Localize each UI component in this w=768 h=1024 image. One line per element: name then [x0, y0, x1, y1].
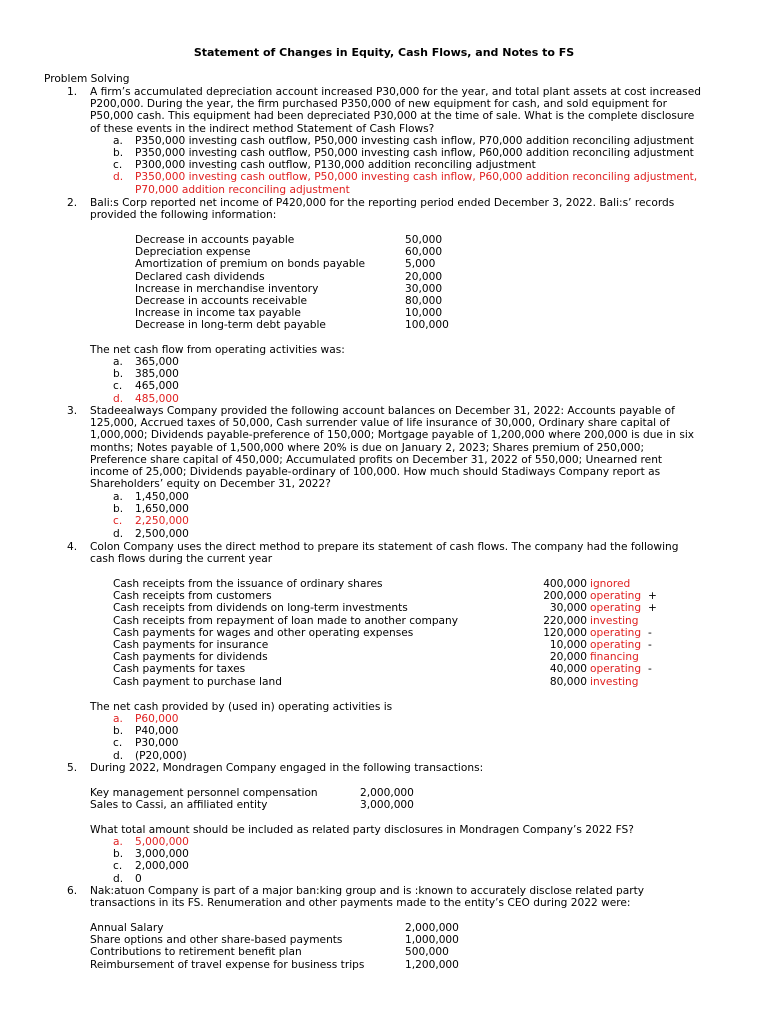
choice-letter: b. [113, 725, 124, 738]
item-value: 30,000 [405, 282, 443, 295]
choice-text: P350,000 investing cash outflow, P50,000 investing cash inflow, P60,000 addition reconciling adjustment [135, 147, 694, 159]
question-text: P200,000. During the year, the firm purchased P350,000 of new equipment for cash, and sold equipment for [90, 98, 667, 111]
item-value: 400,000 [543, 578, 587, 590]
item-label: Cash receipts from the issuance of ordinary shares [113, 578, 383, 590]
question-number: 5. [67, 762, 78, 774]
question-text: A firm’s accumulated depreciation account increased P30,000 for the year, and total plant assets at cost increased [90, 86, 701, 98]
item-value: 30,000 [549, 602, 587, 615]
page-title: Statement of Changes in Equity, Cash Flows, and Notes to FS [193, 46, 575, 59]
question-text: The net cash flow from operating activities was: [90, 344, 345, 356]
item-value: 60,000 [405, 246, 443, 259]
choice-text: P60,000 [135, 713, 179, 725]
question-text: months; Notes payable of 1,500,000 where 20% is due on January 2, 2023; Shares premium of 250,000; [90, 441, 645, 454]
question-text: Nak:atuon Company is part of a major ban:king group and is :known to accurately disclose related party [90, 885, 645, 897]
item-label: Decrease in accounts receivable [135, 295, 308, 307]
choice-letter: a. [113, 491, 123, 503]
item-value: 40,000 [549, 663, 587, 676]
choice-text: 1,450,000 [135, 491, 189, 503]
item-value: 120,000 [543, 626, 587, 639]
choice-letter: a. [113, 836, 123, 848]
item-value: 2,000,000 [360, 787, 414, 799]
item-value: 5,000 [405, 258, 436, 271]
item-value: 500,000 [405, 946, 449, 959]
choice-letter: a. [113, 713, 123, 725]
section-heading: Problem Solving [44, 73, 130, 85]
item-sign: - [648, 663, 652, 676]
item-label: Cash receipts from dividends on long-term investments [113, 602, 408, 615]
choice-text: P350,000 investing cash outflow, P50,000 investing cash inflow, P70,000 addition reconciling adjustment [135, 134, 694, 147]
choice-text: (P20,000) [135, 749, 187, 762]
item-classification: operating [590, 626, 642, 639]
item-value: 20,000 [405, 270, 443, 283]
item-label: Annual Salary [90, 922, 164, 934]
choice-letter: c. [113, 515, 123, 528]
item-value: 80,000 [405, 295, 443, 307]
item-value: 10,000 [549, 639, 587, 651]
item-sign: + [648, 602, 657, 615]
choice-letter: d. [113, 527, 124, 540]
choice-text: P70,000 addition reconciling adjustment [135, 183, 350, 196]
item-label: Reimbursement of travel expense for business trips [90, 958, 365, 971]
item-label: Cash payment to purchase land [113, 675, 282, 688]
item-value: 1,000,000 [405, 934, 459, 947]
item-value: 10,000 [405, 307, 443, 320]
choice-text: P300,000 investing cash outflow, P130,000 addition reconciling adjustment [135, 159, 536, 172]
choice-text: 0 [135, 872, 142, 885]
question-text: of these events in the indirect method Statement of Cash Flows? [90, 122, 435, 135]
item-classification: ignored [590, 578, 631, 590]
question-number: 3. [67, 405, 78, 417]
choice-text: 5,000,000 [135, 836, 189, 848]
item-label: Cash payments for wages and other operating expenses [113, 626, 414, 639]
item-value: 2,000,000 [405, 922, 459, 934]
question-text: provided the following information: [90, 209, 277, 222]
choice-letter: c. [113, 860, 123, 873]
question-text: Colon Company uses the direct method to prepare its statement of cash flows. The company had the following [90, 541, 679, 553]
item-label: Cash receipts from customers [113, 590, 272, 603]
question-text: 1,000,000; Dividends payable-preference of 150,000; Mortgage payable of 1,200,000 where 200,000 is due in six [90, 429, 695, 442]
item-label: Decrease in accounts payable [135, 234, 295, 246]
question-number: 1. [67, 86, 78, 98]
choice-letter: c. [113, 737, 123, 750]
item-label: Cash payments for dividends [113, 651, 268, 664]
item-value: 80,000 [549, 675, 587, 688]
item-sign: + [648, 590, 657, 603]
choice-letter: d. [113, 872, 124, 885]
choice-text: P350,000 investing cash outflow, P50,000 investing cash inflow, P60,000 addition reconciling adjustment, [135, 171, 698, 184]
item-value: 100,000 [405, 319, 449, 332]
item-value: 3,000,000 [360, 799, 414, 812]
item-label: Increase in income tax payable [135, 307, 301, 320]
choice-text: 385,000 [135, 368, 179, 381]
choice-letter: a. [113, 134, 123, 147]
choice-text: 365,000 [135, 356, 179, 368]
item-value: 20,000 [549, 651, 587, 664]
choice-text: 485,000 [135, 392, 179, 405]
choice-letter: c. [113, 380, 123, 393]
choice-text: P40,000 [135, 725, 179, 738]
question-text: Stadeealways Company provided the following account balances on December 31, 2022: Accounts payable of [90, 405, 675, 417]
choice-text: 465,000 [135, 380, 179, 393]
item-value: 1,200,000 [405, 958, 459, 971]
choice-letter: d. [113, 392, 124, 405]
item-label: Declared cash dividends [135, 270, 265, 283]
question-text: P50,000 cash. This equipment had been depreciated P30,000 at the time of sale. What is the complete disclosure [90, 110, 695, 123]
question-number: 4. [67, 541, 78, 553]
item-classification: operating [590, 602, 642, 615]
item-label: Share options and other share-based payments [90, 934, 343, 947]
item-classification: investing [590, 614, 639, 627]
item-label: Cash payments for insurance [113, 639, 269, 651]
question-number: 6. [67, 885, 78, 897]
item-label: Decrease in long-term debt payable [135, 319, 326, 332]
item-label: Increase in merchandise inventory [135, 282, 319, 295]
question-text: What total amount should be included as related party disclosures in Mondragen Company’s 2022 FS? [90, 824, 634, 836]
item-classification: financing [590, 651, 639, 664]
item-label: Cash receipts from repayment of loan made to another company [113, 614, 459, 627]
item-sign: - [648, 639, 652, 651]
choice-letter: a. [113, 356, 123, 368]
question-text: transactions in its FS. Renumeration and other payments made to the entity’s CEO during 2022 were: [90, 897, 631, 910]
choice-text: 2,000,000 [135, 860, 189, 873]
item-value: 50,000 [405, 234, 443, 246]
choice-letter: b. [113, 848, 124, 861]
question-text: 125,000, Accrued taxes of 50,000, Cash surrender value of life insurance of 30,000, Ordinary share capital of [90, 417, 670, 430]
item-label: Cash payments for taxes [113, 663, 246, 676]
item-value: 220,000 [543, 614, 587, 627]
choice-text: 3,000,000 [135, 848, 189, 861]
question-text: During 2022, Mondragen Company engaged in the following transactions: [90, 762, 484, 774]
choice-letter: d. [113, 171, 124, 184]
item-label: Contributions to retirement benefit plan [90, 946, 302, 959]
question-text: Preference share capital of 450,000; Accumulated profits on December 31, 2022 of 550,000; Unearned rent [90, 453, 663, 466]
item-label: Key management personnel compensation [90, 787, 318, 799]
item-sign: - [648, 626, 652, 639]
item-classification: operating [590, 639, 642, 651]
choice-letter: b. [113, 147, 124, 159]
choice-text: 2,250,000 [135, 515, 189, 528]
question-text: The net cash provided by (used in) operating activities is [90, 701, 393, 713]
question-text: Shareholders’ equity on December 31, 2022? [90, 478, 331, 491]
item-classification: operating [590, 663, 642, 676]
choice-text: 2,500,000 [135, 527, 189, 540]
question-text: income of 25,000; Dividends payable-ordinary of 100,000. How much should Stadiways Company report as [90, 466, 661, 478]
item-label: Depreciation expense [135, 246, 251, 259]
question-number: 2. [67, 197, 78, 209]
item-classification: investing [590, 675, 639, 688]
choice-text: 1,650,000 [135, 503, 189, 516]
item-value: 200,000 [543, 590, 587, 603]
question-text: cash flows during the current year [90, 553, 273, 566]
choice-letter: b. [113, 503, 124, 516]
item-label: Amortization of premium on bonds payable [135, 258, 366, 271]
item-label: Sales to Cassi, an affiliated entity [90, 799, 268, 812]
item-classification: operating [590, 590, 642, 603]
choice-letter: b. [113, 368, 124, 381]
choice-letter: c. [113, 159, 123, 172]
choice-letter: d. [113, 749, 124, 762]
choice-text: P30,000 [135, 737, 179, 750]
question-text: Bali:s Corp reported net income of P420,000 for the reporting period ended December 3, 2022. Bali:s’ records [90, 197, 675, 209]
